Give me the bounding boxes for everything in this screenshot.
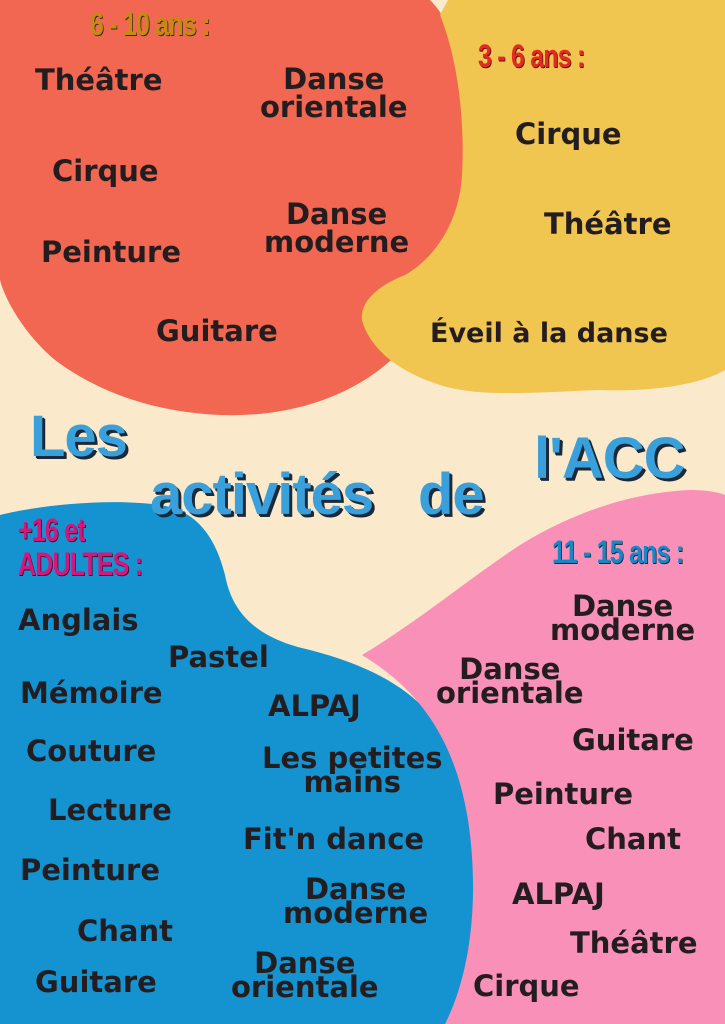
activity-11-15-chant: Chant [585, 822, 682, 856]
activity-11-15-guitare: Guitare [572, 723, 694, 757]
activity-11-15-danse-moderne: Danse moderne [550, 589, 696, 648]
activity-11-15-theatre: Théâtre [570, 926, 698, 960]
header-3-6-ans: 3 - 6 ans : [478, 38, 585, 74]
activity-11-15-cirque: Cirque [473, 969, 580, 1003]
activity-6-10-theatre: Théâtre [35, 63, 163, 97]
header-16-adultes: +16 et ADULTES : [18, 512, 143, 582]
activity-adult-guitare: Guitare [35, 965, 157, 999]
activity-adult-lecture: Lecture [48, 793, 172, 827]
activity-adult-pastel: Pastel [168, 640, 269, 674]
activity-adult-fitn-dance: Fit'n dance [243, 822, 425, 856]
activity-adult-peinture: Peinture [20, 853, 160, 887]
header-6-10-ans: 6 - 10 ans : [90, 6, 210, 42]
title-word-activites: activités [150, 462, 374, 527]
activity-6-10-danse-orientale: Danse orientale [260, 62, 408, 124]
activity-11-15-danse-orientale: Danse orientale [436, 652, 584, 711]
activity-adult-anglais: Anglais [18, 603, 139, 637]
activity-6-10-cirque: Cirque [52, 154, 159, 188]
title-word-de: de [418, 462, 484, 527]
activity-adult-chant: Chant [77, 914, 174, 948]
activity-6-10-peinture: Peinture [41, 235, 181, 269]
activity-adult-alpaj: ALPAJ [268, 689, 361, 723]
title-word-les: Les [30, 404, 127, 469]
activity-6-10-danse-moderne: Danse moderne [264, 197, 410, 259]
activity-3-6-theatre: Théâtre [544, 207, 672, 241]
activity-11-15-peinture: Peinture [493, 777, 633, 811]
activity-adult-petites-mains: Les petites mains [262, 741, 443, 800]
activity-adult-couture: Couture [26, 734, 157, 768]
title-word-acc: l'ACC [534, 426, 685, 491]
activity-adult-memoire: Mémoire [20, 676, 163, 710]
activity-6-10-guitare: Guitare [156, 314, 278, 348]
activity-11-15-alpaj: ALPAJ [512, 877, 605, 911]
activity-adult-danse-moderne: Danse moderne [283, 872, 429, 931]
activity-adult-danse-orientale: Danse orientale [231, 946, 379, 1005]
activity-3-6-cirque: Cirque [515, 117, 622, 151]
header-11-15-ans: 11 - 15 ans : [552, 534, 684, 570]
activity-3-6-eveil-danse: Éveil à la danse [430, 318, 668, 349]
